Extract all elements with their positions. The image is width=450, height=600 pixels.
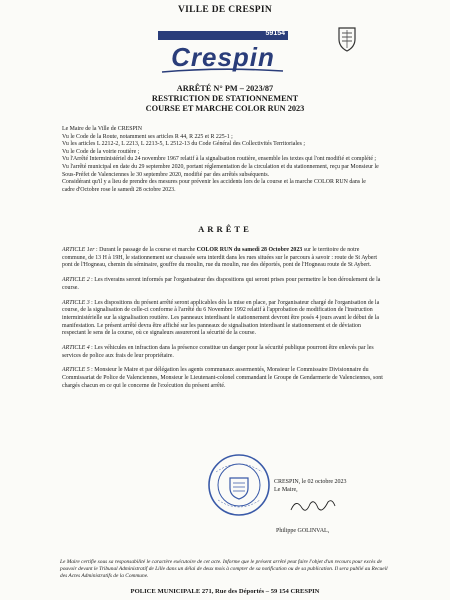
city-header: VILLE DE CRESPIN	[177, 5, 272, 15]
coat-of-arms-icon	[336, 26, 358, 52]
preamble-line: Le Maire de la Ville de CRESPIN	[62, 126, 143, 132]
article-text: sur le territoire de notre commune, de 13 H à 19H, le stationnement sur chaussée sera interdit dans les rues situées sur le parcours à savoir : route de St Aybert pont de l'Hogneau, chemin du séminaire, gouffre du moulin, rue du moulin, rue des déportés, pont de l'Hogneau route de St Aybert.	[62, 247, 378, 269]
logo-swash-icon	[160, 68, 285, 74]
article-text: : Monsieur le Maire et par délégation les agents communaux assermentés, Monsieur le Commissaire Divisionnaire du Commissariat de Police de Valenciennes, Monsieur le Lieutenant-colonel commandant le Groupe de Gendarmerie de Valenciennes, sont chargés chacun en ce qui le concerne de l'exécution du présent arrêté.	[62, 367, 383, 389]
signature-block	[274, 478, 394, 517]
logo-postcode: 59154	[265, 30, 285, 37]
article	[62, 277, 384, 292]
signatory-role: Le Maire,	[274, 487, 298, 493]
logo-wordmark: Crespin	[171, 42, 275, 72]
article	[62, 345, 384, 360]
article-text: : Les riverains seront informés par l'organisateur des dispositions qui seront prises pour permettre le bon déroulement de la course.	[62, 277, 381, 291]
preamble-line: Vu les articles L 2212-2, L 2213, L 2213-5, L 2512-13 du Code Général des Collectivités Territoriales ;	[62, 141, 305, 148]
title-event: COURSE ET MARCHE COLOR RUN 2023	[145, 104, 305, 113]
preamble-line: Vu l'Arrêté Interministériel du 24 novembre 1967 relatif à la signalisation routière, ensemble les textes qui l'ont modifié et complété ;	[62, 156, 377, 163]
article-text: : Durant le passage de la course et marche	[94, 247, 197, 253]
article	[62, 300, 384, 339]
preamble	[62, 126, 380, 194]
articles	[62, 247, 384, 398]
municipal-seal-icon	[206, 452, 272, 518]
preamble-line: Vu le Code de la Route, notamment ses articles R 44, R 225 et R 225-1 ;	[62, 133, 233, 140]
article-label: ARTICLE 1er	[62, 247, 95, 253]
arrete-heading: ARRÊTE	[198, 224, 252, 234]
footer-address: POLICE MUNICIPALE 271, Rue des Déportés – 59 154 CRESPIN	[130, 588, 320, 595]
article-label: ARTICLE 3	[62, 299, 90, 306]
article-emphasis: COLOR RUN du samedi 28 Octobre 2023	[196, 247, 303, 253]
article-label: ARTICLE 4	[62, 345, 90, 352]
title-number: ARRÊTÉ N° PM – 2023/87	[176, 84, 274, 93]
article-label: ARTICLE 5	[62, 367, 90, 374]
article	[62, 247, 384, 270]
article-text: : Les dispositions du présent arrêté seront applicables dès la mise en place, par l'organisateur chargé de l'organisation de la course, de la signalisation de celle-ci conforme à l'arrêté du 6 Novembre 1992 relatif à l'approbation de modification de l'instruction interministérielle sur la signalisation routière. Les panneaux interdisant le stationnement devront être posés 4 jours avant le début de la manifestation. Le présent arrêté devra être affiché sur les panneaux de signalisation interdisant le stationnement et de déviation respectant le sens de la course, où ce signaleurs assureront la sécurité de la course.	[62, 299, 380, 337]
preamble-line: Vu le Code de la voirie routière ;	[62, 148, 140, 155]
preamble-line: Considérant qu'il y a lieu de prendre des mesures pour prévenir les accidents lors de la course et la marche COLOR RUN dans le cadre d'Octobre rose le samedi 28 octobre 2023.	[62, 179, 366, 193]
article-label: ARTICLE 2	[62, 277, 90, 284]
document-title	[0, 84, 450, 114]
crespin-logo	[150, 20, 300, 78]
legal-notice: Le Maire certifie sous sa responsabilité le caractère exécutoire de cet acte. Informe que le présent arrêté peut faire l'objet d'un recours pour excès de pouvoir devant le Tribunal Administratif de Lille dans un délai de deux mois à compter de sa notification ou de sa publication. Il sera publié au Recueil des Actes Administratifs de la Commune.	[60, 559, 388, 579]
article-text: : Les véhicules en infraction dans la présence constitue un danger pour la sécurité publique pourront être enlevés par les services de police aux frais de leur propriétaire.	[62, 345, 374, 359]
place-date: CRESPIN, le 02 octobre 2023	[274, 479, 347, 485]
preamble-line: Vu l'arrêté municipal en date du 29 septembre 2020, portant réglementation de la circulation et du stationnement, reçu par Monsieur le Sous-Préfet de Valenciennes le 30 septembre 2020, modifié par des arrêtés subséquents.	[62, 163, 379, 178]
handwritten-signature-icon	[288, 496, 338, 516]
article	[62, 367, 384, 390]
title-subject: RESTRICTION DE STATIONNEMENT	[151, 94, 299, 103]
signatory-name: Philippe GOLINVAL,	[276, 528, 330, 534]
